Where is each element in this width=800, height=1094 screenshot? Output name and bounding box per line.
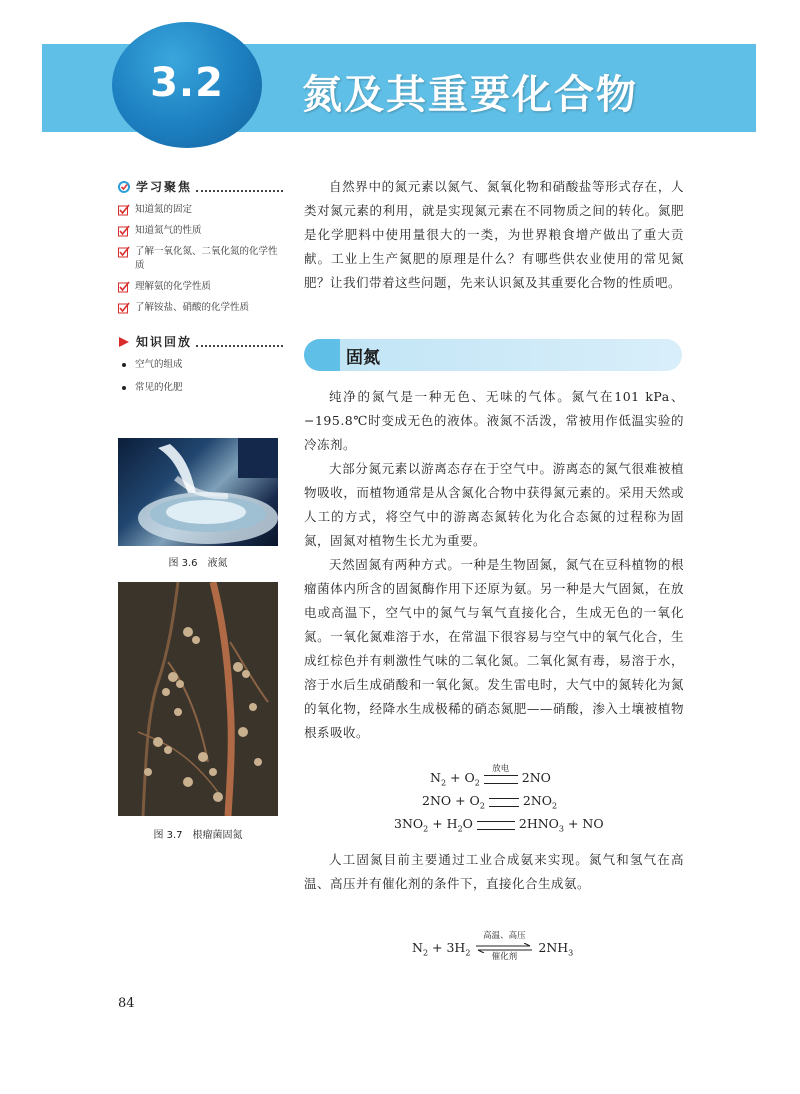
sidebar [118,178,283,404]
checkbox-check-icon [118,204,130,216]
review-heading [118,333,283,350]
equation-n2-o2: $N_2 + O_2$ 放电 2NO [430,763,551,788]
figure-3-7-caption: 图 3.7 根瘤菌固氮 [153,830,243,841]
checkbox-check-icon [118,246,130,258]
checkbox-check-icon [118,281,130,293]
review-item: 常见的化肥 [118,381,283,395]
heading-dots [196,182,283,192]
equation-no2-h2o: $3NO_2 + H_2O$ $2HNO_3$ + NO [394,816,604,834]
focus-item [118,301,283,315]
focus-list [118,203,283,315]
focus-item-text: 了解铵盐、硝酸的化学性质 [135,302,250,313]
section-heading-bar [304,339,682,371]
figure-3-6-caption: 图 3.6 液氮 [168,558,228,569]
section-heading-tab [304,339,340,371]
checkbox-check-icon [118,302,130,314]
paragraph: 人工固氮目前主要通过工业合成氨来实现。氮气和氢气在高温、高压并有催化剂的条件下，直接化合生成氨。 [304,852,684,891]
play-triangle-icon [118,336,130,348]
paragraph: 大部分氮元素以游离态存在于空气中。游离态的氮气很难被植物吸收，而植物通常是从含氮化合物中获得氮元素的。采用天然或人工的方式，将空气中的游离态氮转化为化合态氮的过程称为固氮，固氮对植物生长尤为重要。 [304,461,684,548]
focus-item-text: 了解一氧化氮、二氧化氮的化学性质 [135,246,278,271]
section-number: 3.2 [150,60,224,106]
liquid-nitrogen-photo [118,438,278,546]
focus-item [118,224,283,238]
paragraph: 天然固氮有两种方式。一种是生物固氮，氮气在豆科植物的根瘤菌体内所含的固氮酶作用下还原为氨。另一种是大气固氮，在放电或高温下，空气中的氮气与氧气直接化合，生成无色的一氧化氮。一氧化氮难溶于水，在常温下很容易与空气中的氧气化合，生成红棕色并有刺激性气味的二氧化氮。二氧化氮有毒，易溶于水，溶于水后生成硝酸和一氧化氮。发生雷电时，大气中的氮转化为氮的氧化物，经降水生成极稀的硝态氮肥——硝酸，渗入土壤被植物根系吸收。 [304,557,684,740]
focus-heading-text: 学习聚焦 [136,180,193,194]
section-heading: 固氮 [346,348,380,368]
equation-haber: $N_2 + 3H_2$ 高温、高压 催化剂 $2NH_3$ [412,931,574,962]
eq3-condition-bottom: 催化剂 [491,952,518,962]
focus-item [118,280,283,294]
heading-dots [196,337,283,347]
section-title: 氮及其重要化合物 [302,72,638,118]
review-list [118,358,283,395]
focus-item [118,203,283,217]
section-body [304,385,684,745]
review-heading-text: 知识回放 [136,335,193,349]
paragraph: 纯净的氮气是一种无色、无味的气体。氮气在101 kPa、−195.8℃时变成无色的液体。液氮不活泼，常被用作低温实验的冷冻剂。 [304,389,684,452]
intro-block [304,175,684,295]
focus-item-text: 理解氨的化学性质 [135,281,212,292]
checkbox-check-icon [118,225,130,237]
page-number: 84 [118,996,135,1011]
intro-paragraph: 自然界中的氮元素以氮气、氮氧化物和硝酸盐等形式存在，人类对氮元素的利用，就是实现氮元素在不同物质之间的转化。氮肥是化学肥料中使用量很大的一类，为世界粮食增产做出了重大贡献。工业上生产氮肥的原理是什么？有哪些供农业使用的常见氮肥？让我们带着这些问题，先来认识氮及其重要化合物的性质吧。 [304,179,684,290]
liquid-nitrogen-illustration [118,438,278,546]
focus-item [118,245,283,273]
learning-focus-icon [118,181,130,193]
root-nodules-photo [118,582,278,816]
review-item: 空气的组成 [118,358,283,372]
equation-no-o2: $2NO + O_2$ $2NO_2$ [422,793,558,811]
focus-item-text: 知道氮的固定 [135,204,193,215]
root-nodules-illustration [118,582,278,816]
focus-heading [118,178,283,195]
eq3-condition-top: 高温、高压 [483,931,526,941]
synthesis-block [304,848,684,896]
eq1-condition: 放电 [492,763,510,774]
focus-item-text: 知道氮气的性质 [135,225,202,236]
